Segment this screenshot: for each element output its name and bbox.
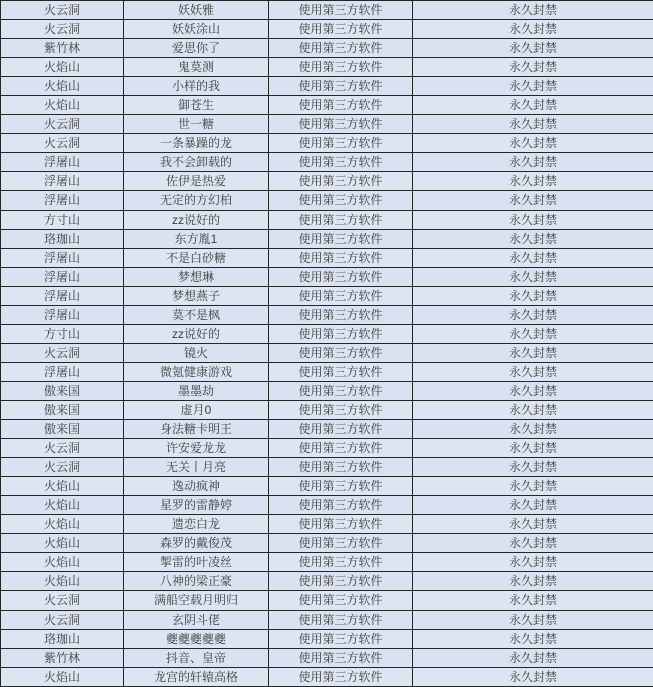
table-row — [1, 553, 653, 572]
cell-player-name: 小样的我 — [124, 77, 269, 96]
cell-player-name: 夔夔夔夔夔 — [124, 629, 269, 648]
table-row — [1, 191, 653, 210]
table-row — [1, 439, 653, 458]
cell-server: 方寸山 — [1, 210, 124, 229]
cell-violation: 使用第三方软件 — [269, 362, 413, 381]
cell-player-name: 梦想燕子 — [124, 286, 269, 305]
cell-player-name: 微氪健康游戏 — [124, 362, 269, 381]
cell-violation: 使用第三方软件 — [269, 153, 413, 172]
cell-server: 火焰山 — [1, 515, 124, 534]
cell-player-name: 逸动疯神 — [124, 477, 269, 496]
cell-player-name: 抖音、皇帝 — [124, 648, 269, 667]
table-row — [1, 515, 653, 534]
table-row — [1, 39, 653, 58]
cell-violation: 使用第三方软件 — [269, 572, 413, 591]
table-row — [1, 115, 653, 134]
cell-server: 火云洞 — [1, 610, 124, 629]
table-row — [1, 248, 653, 267]
table-row — [1, 96, 653, 115]
cell-punishment: 永久封禁 — [413, 191, 653, 210]
cell-violation: 使用第三方软件 — [269, 477, 413, 496]
table-row — [1, 1, 653, 20]
table-row — [1, 420, 653, 439]
cell-violation: 使用第三方软件 — [269, 439, 413, 458]
cell-punishment: 永久封禁 — [413, 153, 653, 172]
cell-punishment: 永久封禁 — [413, 267, 653, 286]
cell-server: 火焰山 — [1, 496, 124, 515]
cell-violation: 使用第三方软件 — [269, 134, 413, 153]
cell-violation: 使用第三方软件 — [269, 39, 413, 58]
cell-player-name: 虚月0 — [124, 400, 269, 419]
cell-violation: 使用第三方软件 — [269, 286, 413, 305]
cell-server: 火焰山 — [1, 96, 124, 115]
cell-violation: 使用第三方软件 — [269, 458, 413, 477]
cell-violation: 使用第三方软件 — [269, 210, 413, 229]
table-row — [1, 667, 653, 686]
cell-player-name: 鬼莫测 — [124, 58, 269, 77]
cell-server: 火云洞 — [1, 134, 124, 153]
cell-server: 紫竹林 — [1, 648, 124, 667]
table-row — [1, 591, 653, 610]
table-row — [1, 477, 653, 496]
table-row — [1, 229, 653, 248]
table-row — [1, 77, 653, 96]
cell-punishment: 永久封禁 — [413, 20, 653, 39]
cell-violation: 使用第三方软件 — [269, 610, 413, 629]
table-row — [1, 629, 653, 648]
cell-punishment: 永久封禁 — [413, 1, 653, 20]
cell-punishment: 永久封禁 — [413, 629, 653, 648]
table-row — [1, 648, 653, 667]
cell-server: 火焰山 — [1, 667, 124, 686]
cell-player-name: zz说好的 — [124, 210, 269, 229]
cell-punishment: 永久封禁 — [413, 324, 653, 343]
cell-player-name: 妖妖雅 — [124, 1, 269, 20]
cell-player-name: 莫不是枫 — [124, 305, 269, 324]
cell-player-name: 满船空载月明归 — [124, 591, 269, 610]
cell-punishment: 永久封禁 — [413, 381, 653, 400]
cell-punishment: 永久封禁 — [413, 362, 653, 381]
table-row — [1, 610, 653, 629]
cell-server: 紫竹林 — [1, 39, 124, 58]
cell-violation: 使用第三方软件 — [269, 96, 413, 115]
cell-violation: 使用第三方软件 — [269, 648, 413, 667]
cell-violation: 使用第三方软件 — [269, 172, 413, 191]
cell-punishment: 永久封禁 — [413, 610, 653, 629]
cell-server: 浮屠山 — [1, 362, 124, 381]
cell-violation: 使用第三方软件 — [269, 305, 413, 324]
cell-punishment: 永久封禁 — [413, 210, 653, 229]
cell-player-name: 森罗的戴俊茂 — [124, 534, 269, 553]
table-row — [1, 210, 653, 229]
cell-server: 火焰山 — [1, 477, 124, 496]
cell-server: 傲来国 — [1, 400, 124, 419]
cell-server: 火云洞 — [1, 20, 124, 39]
table-row — [1, 400, 653, 419]
cell-punishment: 永久封禁 — [413, 534, 653, 553]
cell-punishment: 永久封禁 — [413, 305, 653, 324]
cell-server: 浮屠山 — [1, 191, 124, 210]
table-row — [1, 458, 653, 477]
cell-player-name: 龙宫的轩辕高格 — [124, 667, 269, 686]
cell-violation: 使用第三方软件 — [269, 267, 413, 286]
cell-server: 火云洞 — [1, 439, 124, 458]
cell-player-name: 许安爱龙龙 — [124, 439, 269, 458]
cell-punishment: 永久封禁 — [413, 420, 653, 439]
cell-punishment: 永久封禁 — [413, 39, 653, 58]
cell-player-name: 星罗的雷静婷 — [124, 496, 269, 515]
cell-server: 火云洞 — [1, 115, 124, 134]
cell-violation: 使用第三方软件 — [269, 115, 413, 134]
cell-violation: 使用第三方软件 — [269, 381, 413, 400]
cell-violation: 使用第三方软件 — [269, 58, 413, 77]
cell-player-name: 遗恋白龙 — [124, 515, 269, 534]
cell-punishment: 永久封禁 — [413, 400, 653, 419]
cell-violation: 使用第三方软件 — [269, 400, 413, 419]
cell-server: 火焰山 — [1, 58, 124, 77]
cell-violation: 使用第三方软件 — [269, 553, 413, 572]
table-row — [1, 267, 653, 286]
cell-punishment: 永久封禁 — [413, 115, 653, 134]
cell-violation: 使用第三方软件 — [269, 77, 413, 96]
cell-player-name: 一条暴躁的龙 — [124, 134, 269, 153]
ban-table-body — [1, 1, 653, 687]
cell-violation: 使用第三方软件 — [269, 229, 413, 248]
table-row — [1, 534, 653, 553]
cell-punishment: 永久封禁 — [413, 343, 653, 362]
cell-server: 珞珈山 — [1, 629, 124, 648]
cell-server: 浮屠山 — [1, 305, 124, 324]
cell-server: 傲来国 — [1, 381, 124, 400]
cell-player-name: zz说好的 — [124, 324, 269, 343]
cell-punishment: 永久封禁 — [413, 96, 653, 115]
table-row — [1, 20, 653, 39]
cell-server: 方寸山 — [1, 324, 124, 343]
cell-server: 火焰山 — [1, 572, 124, 591]
table-row — [1, 343, 653, 362]
cell-violation: 使用第三方软件 — [269, 515, 413, 534]
cell-punishment: 永久封禁 — [413, 667, 653, 686]
table-row — [1, 172, 653, 191]
cell-server: 傲来国 — [1, 420, 124, 439]
cell-player-name: 御苍生 — [124, 96, 269, 115]
cell-player-name: 玄阴斗佬 — [124, 610, 269, 629]
cell-punishment: 永久封禁 — [413, 572, 653, 591]
cell-punishment: 永久封禁 — [413, 248, 653, 267]
table-row — [1, 324, 653, 343]
cell-punishment: 永久封禁 — [413, 439, 653, 458]
cell-player-name: 梦想琳 — [124, 267, 269, 286]
cell-player-name: 我不会卸载的 — [124, 153, 269, 172]
cell-violation: 使用第三方软件 — [269, 420, 413, 439]
cell-violation: 使用第三方软件 — [269, 324, 413, 343]
cell-punishment: 永久封禁 — [413, 648, 653, 667]
cell-violation: 使用第三方软件 — [269, 248, 413, 267]
cell-punishment: 永久封禁 — [413, 477, 653, 496]
cell-player-name: 不是白砂糖 — [124, 248, 269, 267]
cell-player-name: 八神的梁正豪 — [124, 572, 269, 591]
cell-punishment: 永久封禁 — [413, 515, 653, 534]
cell-player-name: 佐伊是热爱 — [124, 172, 269, 191]
cell-violation: 使用第三方软件 — [269, 534, 413, 553]
cell-server: 浮屠山 — [1, 267, 124, 286]
table-row — [1, 153, 653, 172]
cell-player-name: 无关丨月亮 — [124, 458, 269, 477]
cell-server: 火云洞 — [1, 458, 124, 477]
cell-violation: 使用第三方软件 — [269, 496, 413, 515]
cell-punishment: 永久封禁 — [413, 458, 653, 477]
cell-player-name: 墨墨劫 — [124, 381, 269, 400]
table-row — [1, 286, 653, 305]
cell-punishment: 永久封禁 — [413, 553, 653, 572]
cell-player-name: 东方胤1 — [124, 229, 269, 248]
cell-server: 火焰山 — [1, 553, 124, 572]
table-row — [1, 381, 653, 400]
cell-violation: 使用第三方软件 — [269, 343, 413, 362]
table-row — [1, 496, 653, 515]
cell-server: 浮屠山 — [1, 153, 124, 172]
table-row — [1, 58, 653, 77]
cell-player-name: 无定的方幻柏 — [124, 191, 269, 210]
cell-player-name: 掣雷的叶凌丝 — [124, 553, 269, 572]
cell-server: 浮屠山 — [1, 172, 124, 191]
cell-violation: 使用第三方软件 — [269, 591, 413, 610]
cell-server: 火云洞 — [1, 1, 124, 20]
cell-violation: 使用第三方软件 — [269, 20, 413, 39]
cell-server: 浮屠山 — [1, 248, 124, 267]
cell-punishment: 永久封禁 — [413, 286, 653, 305]
table-row — [1, 362, 653, 381]
cell-violation: 使用第三方软件 — [269, 1, 413, 20]
cell-violation: 使用第三方软件 — [269, 667, 413, 686]
table-row — [1, 572, 653, 591]
cell-server: 火焰山 — [1, 534, 124, 553]
cell-player-name: 镜火 — [124, 343, 269, 362]
cell-punishment: 永久封禁 — [413, 172, 653, 191]
cell-player-name: 爱思你了 — [124, 39, 269, 58]
cell-server: 珞珈山 — [1, 229, 124, 248]
table-row — [1, 134, 653, 153]
cell-player-name: 妖妖涂山 — [124, 20, 269, 39]
cell-punishment: 永久封禁 — [413, 591, 653, 610]
cell-punishment: 永久封禁 — [413, 134, 653, 153]
cell-server: 火云洞 — [1, 343, 124, 362]
table-row — [1, 305, 653, 324]
cell-player-name: 世一糖 — [124, 115, 269, 134]
cell-player-name: 身法糖卡明王 — [124, 420, 269, 439]
cell-violation: 使用第三方软件 — [269, 191, 413, 210]
cell-violation: 使用第三方软件 — [269, 629, 413, 648]
cell-punishment: 永久封禁 — [413, 496, 653, 515]
cell-punishment: 永久封禁 — [413, 77, 653, 96]
cell-server: 浮屠山 — [1, 286, 124, 305]
cell-punishment: 永久封禁 — [413, 58, 653, 77]
cell-server: 火焰山 — [1, 77, 124, 96]
cell-server: 火云洞 — [1, 591, 124, 610]
cell-punishment: 永久封禁 — [413, 229, 653, 248]
